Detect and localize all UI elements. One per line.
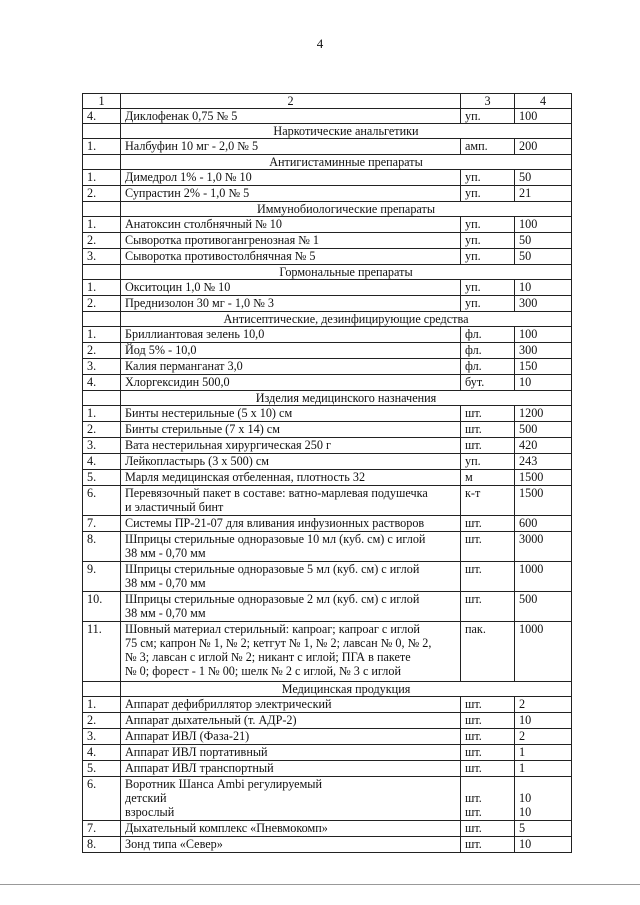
table-row [83,622,572,682]
item-quantity: 300 [515,296,572,312]
item-unit: шт. [461,516,515,532]
table-row [83,280,572,296]
section-spacer [83,265,121,280]
item-quantity: 1200 [515,406,572,422]
row-number: 1. [83,327,121,343]
item-name: Шовный материал стерильный: капроаг; капроаг с иглой 75 см; капрон № 1, № 2; кетгут № 1, № 2; лавсан № 0, № 2, № 3; лавсан с иглой № 2; никант с иглой; ПГА в пакете № 0; форест - 1 № 00; шелк № 2 с иглой, № 3 с иглой [121,622,461,682]
table-row [83,821,572,837]
item-quantity: 2 [515,729,572,745]
item-unit: амп. [461,139,515,155]
header-cell: 4 [515,94,572,109]
item-unit: шт. шт. [461,777,515,821]
table-row [83,422,572,438]
row-number: 4. [83,375,121,391]
row-number: 7. [83,516,121,532]
item-unit: пак. [461,622,515,682]
item-name: Сыворотка противостолбнячная № 5 [121,249,461,265]
item-quantity: 50 [515,170,572,186]
item-name: Йод 5% - 10,0 [121,343,461,359]
table-row [83,745,572,761]
item-unit: уп. [461,249,515,265]
item-unit: уп. [461,280,515,296]
item-quantity: 10 [515,375,572,391]
item-name: Аппарат дыхательный (т. АДР-2) [121,713,461,729]
table-row [83,109,572,124]
row-number: 1. [83,697,121,713]
item-unit: уп. [461,454,515,470]
section-row [83,202,572,217]
table-row [83,454,572,470]
item-name: Воротник Шанса Ambi регулируемый детский взрослый [121,777,461,821]
item-unit: шт. [461,697,515,713]
table-row [83,217,572,233]
item-name: Шприцы стерильные одноразовые 5 мл (куб. см) с иглой 38 мм - 0,70 мм [121,562,461,592]
item-name: Аппарат ИВЛ транспортный [121,761,461,777]
item-quantity: 1500 [515,470,572,486]
table-row [83,249,572,265]
item-name: Системы ПР-21-07 для вливания инфузионных растворов [121,516,461,532]
table-row [83,139,572,155]
item-unit: шт. [461,532,515,562]
row-number: 6. [83,486,121,516]
item-unit: шт. [461,837,515,853]
item-unit: шт. [461,761,515,777]
item-name: Хлоргексидин 500,0 [121,375,461,391]
item-name: Окситоцин 1,0 № 10 [121,280,461,296]
row-number: 5. [83,761,121,777]
item-unit: уп. [461,233,515,249]
row-number: 2. [83,713,121,729]
row-number: 7. [83,821,121,837]
item-name: Вата нестерильная хирургическая 250 г [121,438,461,454]
table-row [83,713,572,729]
section-spacer [83,682,121,697]
section-title: Медицинская продукция [121,682,572,697]
row-number: 2. [83,186,121,202]
row-number: 3. [83,438,121,454]
row-number: 1. [83,170,121,186]
table-row [83,486,572,516]
item-name: Анатоксин столбнячный № 10 [121,217,461,233]
item-quantity: 50 [515,249,572,265]
table-row [83,438,572,454]
table-row [83,406,572,422]
item-name: Лейкопластырь (3 х 500) см [121,454,461,470]
table-row [83,296,572,312]
table-row [83,186,572,202]
row-number: 1. [83,217,121,233]
table-row [83,359,572,375]
table-row [83,697,572,713]
item-unit: шт. [461,438,515,454]
row-number: 3. [83,249,121,265]
item-quantity: 1000 [515,562,572,592]
item-quantity: 500 [515,422,572,438]
item-unit: бут. [461,375,515,391]
item-unit: шт. [461,406,515,422]
item-name: Калия перманганат 3,0 [121,359,461,375]
section-row [83,391,572,406]
item-unit: уп. [461,170,515,186]
table-row [83,837,572,853]
row-number: 8. [83,837,121,853]
row-number: 4. [83,454,121,470]
row-number: 10. [83,592,121,622]
item-unit: м [461,470,515,486]
item-name: Диклофенак 0,75 № 5 [121,109,461,124]
item-quantity: 100 [515,217,572,233]
section-spacer [83,155,121,170]
table-row [83,761,572,777]
item-name: Бинты стерильные (7 х 14) см [121,422,461,438]
row-number: 6. [83,777,121,821]
item-quantity: 1 [515,745,572,761]
item-name: Аппарат ИВЛ портативный [121,745,461,761]
table-row [83,327,572,343]
item-quantity: 1500 [515,486,572,516]
row-number: 9. [83,562,121,592]
item-name: Бриллиантовая зелень 10,0 [121,327,461,343]
table-row [83,233,572,249]
item-unit: уп. [461,217,515,233]
section-title: Иммунобиологические препараты [121,202,572,217]
item-quantity: 300 [515,343,572,359]
item-quantity: 243 [515,454,572,470]
section-row [83,682,572,697]
item-quantity: 10 [515,837,572,853]
row-number: 3. [83,359,121,375]
row-number: 1. [83,406,121,422]
section-row [83,312,572,327]
row-number: 11. [83,622,121,682]
item-quantity: 150 [515,359,572,375]
table-row [83,729,572,745]
section-row [83,265,572,280]
item-name: Супрастин 2% - 1,0 № 5 [121,186,461,202]
row-number: 2. [83,296,121,312]
item-name: Димедрол 1% - 1,0 № 10 [121,170,461,186]
item-unit: к-т [461,486,515,516]
table-row [83,170,572,186]
item-name: Преднизолон 30 мг - 1,0 № 3 [121,296,461,312]
section-title: Наркотические анальгетики [121,124,572,139]
row-number: 2. [83,422,121,438]
row-number: 2. [83,233,121,249]
item-name: Перевязочный пакет в составе: ватно-марлевая подушечка и эластичный бинт [121,486,461,516]
item-quantity: 420 [515,438,572,454]
section-spacer [83,124,121,139]
section-spacer [83,391,121,406]
item-quantity: 3000 [515,532,572,562]
section-title: Гормональные препараты [121,265,572,280]
item-quantity: 10 [515,713,572,729]
item-quantity: 50 [515,233,572,249]
row-number: 8. [83,532,121,562]
page-number: 4 [316,36,324,51]
supply-table [82,93,572,853]
item-name: Дыхательный комплекс «Пневмокомп» [121,821,461,837]
item-quantity: 1 [515,761,572,777]
item-name: Аппарат ИВЛ (Фаза-21) [121,729,461,745]
item-name: Сыворотка противогангренозная № 1 [121,233,461,249]
item-quantity: 600 [515,516,572,532]
item-unit: шт. [461,713,515,729]
item-name: Аппарат дефибриллятор электрический [121,697,461,713]
table-row [83,516,572,532]
item-unit: фл. [461,327,515,343]
item-unit: фл. [461,359,515,375]
item-unit: шт. [461,729,515,745]
row-number: 1. [83,280,121,296]
header-cell: 3 [461,94,515,109]
item-unit: шт. [461,562,515,592]
row-number: 2. [83,343,121,359]
item-unit: шт. [461,422,515,438]
section-title: Антигистаминные препараты [121,155,572,170]
section-spacer [83,312,121,327]
table-row [83,343,572,359]
item-name: Шприцы стерильные одноразовые 2 мл (куб. см) с иглой 38 мм - 0,70 мм [121,592,461,622]
section-spacer [83,202,121,217]
section-title: Изделия медицинского назначения [121,391,572,406]
item-unit: шт. [461,821,515,837]
item-quantity: 100 [515,327,572,343]
item-quantity: 21 [515,186,572,202]
row-number: 1. [83,139,121,155]
header-cell: 1 [83,94,121,109]
item-unit: шт. [461,592,515,622]
section-row [83,124,572,139]
item-unit: фл. [461,343,515,359]
row-number: 4. [83,109,121,124]
item-name: Шприцы стерильные одноразовые 10 мл (куб. см) с иглой 38 мм - 0,70 мм [121,532,461,562]
item-quantity: 10 10 [515,777,572,821]
item-quantity: 200 [515,139,572,155]
table-row [83,532,572,562]
header-cell: 2 [121,94,461,109]
table-row [83,375,572,391]
item-unit: уп. [461,109,515,124]
row-number: 5. [83,470,121,486]
item-quantity: 2 [515,697,572,713]
item-unit: уп. [461,186,515,202]
table-row [83,562,572,592]
section-row [83,155,572,170]
table-row [83,777,572,821]
item-quantity: 1000 [515,622,572,682]
item-name: Налбуфин 10 мг - 2,0 № 5 [121,139,461,155]
item-unit: уп. [461,296,515,312]
section-title: Антисептические, дезинфицирующие средства [121,312,572,327]
row-number: 3. [83,729,121,745]
item-quantity: 10 [515,280,572,296]
header-row [83,94,572,109]
table-row [83,470,572,486]
table-row [83,592,572,622]
item-quantity: 100 [515,109,572,124]
item-name: Марля медицинская отбеленная, плотность 32 [121,470,461,486]
item-unit: шт. [461,745,515,761]
item-quantity: 500 [515,592,572,622]
item-name: Зонд типа «Север» [121,837,461,853]
item-name: Бинты нестерильные (5 х 10) см [121,406,461,422]
item-quantity: 5 [515,821,572,837]
row-number: 4. [83,745,121,761]
page-edge-line [0,884,640,885]
